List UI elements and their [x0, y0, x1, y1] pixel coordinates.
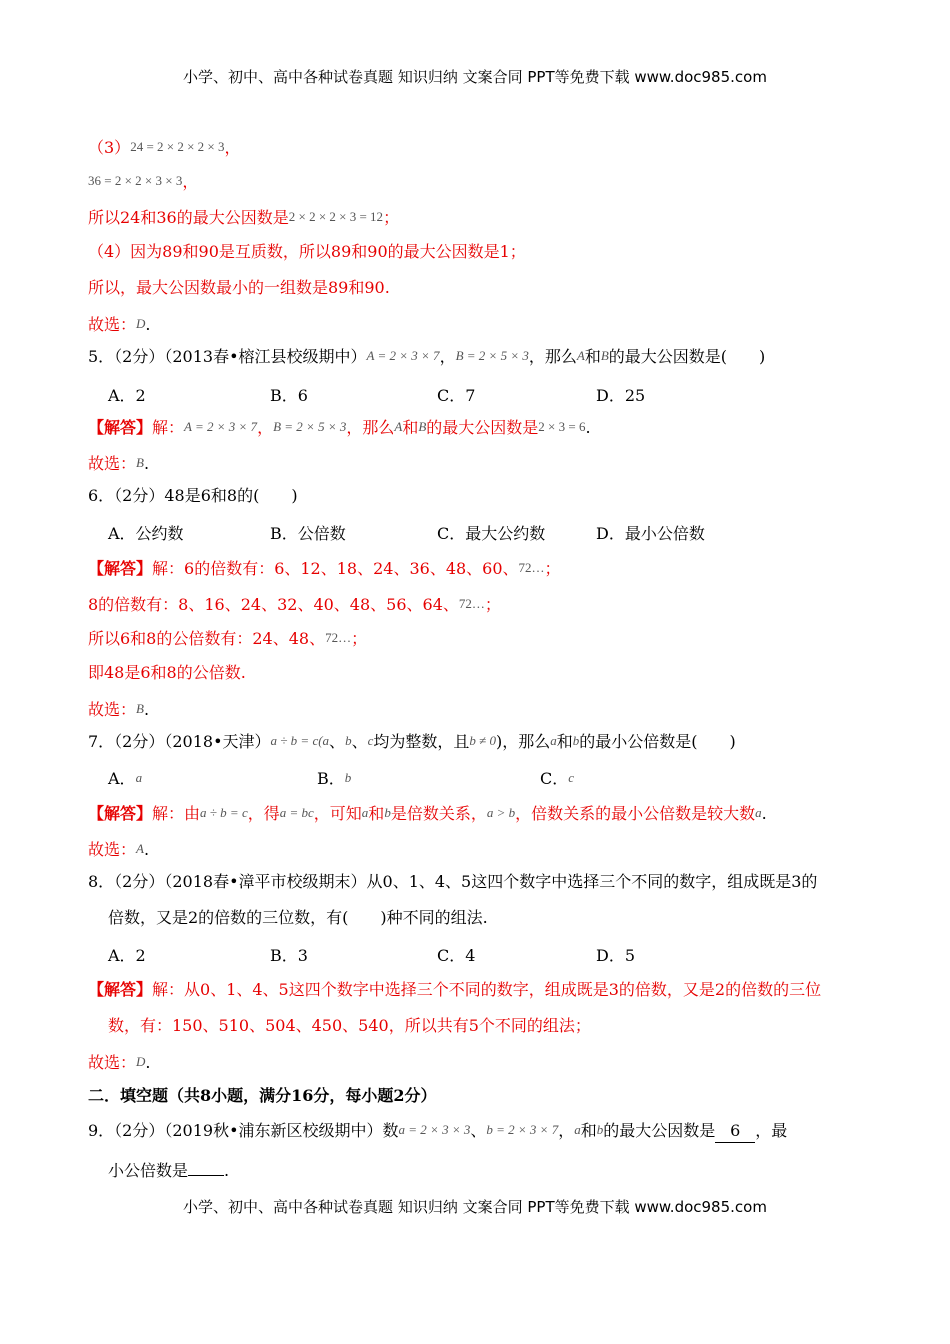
page-header: 小学、初中、高中各种试卷真题 知识归纳 文案合同 PPT等免费下载 www.doc985.com	[183, 68, 767, 86]
q9-blank-lcm	[188, 1175, 224, 1176]
q8-answer-1: 【解答】解：从0、1、4、5这四个数字中选择三个不同的数字，组成既是3的倍数，又是2的倍数的三位	[88, 980, 822, 999]
q6-stem: 6．（2分）48是6和8的( )	[88, 486, 298, 505]
q5-option-c: C．7	[437, 386, 476, 405]
page-footer: 小学、初中、高中各种试卷真题 知识归纳 文案合同 PPT等免费下载 www.doc985.com	[183, 1198, 767, 1216]
q7-answer: 【解答】解：由a ÷ b = c，得a = bc，可知a和b是倍数关系，a > b，倍数关系的最小公倍数是较大数a.	[88, 804, 767, 823]
q8-option-d: D．5	[596, 946, 636, 965]
q6-option-d: D．最小公倍数	[596, 524, 705, 543]
q5-answer: 【解答】解：A = 2 × 3 × 7，B = 2 × 5 × 3，那么A和B的最大公因数是2 × 3 = 6.	[88, 418, 591, 437]
q6-answer-3: 所以6和8的公倍数有：24、48、72…；	[88, 629, 368, 648]
q5-stem: 5．（2分）（2013春•榕江县校级期中）A = 2 × 3 × 7，B = 2 × 5 × 3，那么A和B的最大公因数是( )	[88, 347, 766, 366]
q8-choose: 故选：D.	[88, 1053, 151, 1072]
prev-line-5: 所以，最大公因数最小的一组数是89和90.	[88, 278, 390, 297]
q8-option-c: C．4	[437, 946, 476, 965]
q6-answer-4: 即48是6和8的公倍数.	[88, 663, 246, 682]
q5-option-b: B．6	[270, 386, 308, 405]
q8-option-a: A．2	[108, 946, 146, 965]
q8-answer-2: 数，有：150、510、504、450、540，所以共有5个不同的组法；	[108, 1016, 591, 1035]
q7-option-b: B．b	[317, 769, 352, 788]
q6-option-c: C．最大公约数	[437, 524, 546, 543]
prev-line-2: 36 = 2 × 2 × 3 × 3，	[88, 172, 199, 191]
q7-option-c: C．c	[540, 769, 575, 788]
q5-choose: 故选：B.	[88, 454, 150, 473]
prev-choose: 故选：D.	[88, 315, 151, 334]
q8-stem-2: 倍数，又是2的倍数的三位数，有( )种不同的组法.	[108, 908, 488, 927]
q6-answer-1: 【解答】解：6的倍数有：6、12、18、24、36、48、60、72…；	[88, 559, 561, 578]
section-2-title: 二．填空题（共8小题，满分16分，每小题2分）	[88, 1086, 437, 1105]
q8-option-b: B．3	[270, 946, 308, 965]
prev-line-1: （3）24 = 2 × 2 × 2 × 3，	[88, 138, 241, 157]
q7-stem: 7．（2分）（2018•天津）a ÷ b = c(a、b、c均为整数，且b ≠ 0)，那么a和b的最小公倍数是( )	[88, 732, 736, 751]
prev-line-3: 所以24和36的最大公因数是2 × 2 × 2 × 3 = 12；	[88, 208, 400, 227]
q6-option-b: B．公倍数	[270, 524, 346, 543]
q6-answer-2: 8的倍数有：8、16、24、32、40、48、56、64、72…；	[88, 595, 501, 614]
q9-blank-gcd: 6	[715, 1120, 755, 1143]
q6-option-a: A．公约数	[108, 524, 184, 543]
q5-option-a: A．2	[108, 386, 146, 405]
q5-option-d: D．25	[596, 386, 646, 405]
prev-line-4: （4）因为89和90是互质数，所以89和90的最大公因数是1；	[88, 242, 526, 261]
q9-stem-2: 小公倍数是 .	[108, 1161, 230, 1180]
q7-choose: 故选：A.	[88, 840, 150, 859]
q8-stem-1: 8．（2分）（2018春•漳平市校级期末）从0、1、4、5这四个数字中选择三个不同的数字，组成既是3的	[88, 872, 818, 891]
q9-stem-1: 9．（2分）（2019秋•浦东新区校级期中）数a = 2 × 3 × 3、b = 2 × 3 × 7，a和b的最大公因数是 6 ，最	[88, 1119, 787, 1143]
q7-option-a: A．a	[108, 769, 143, 788]
q6-choose: 故选：B.	[88, 700, 150, 719]
